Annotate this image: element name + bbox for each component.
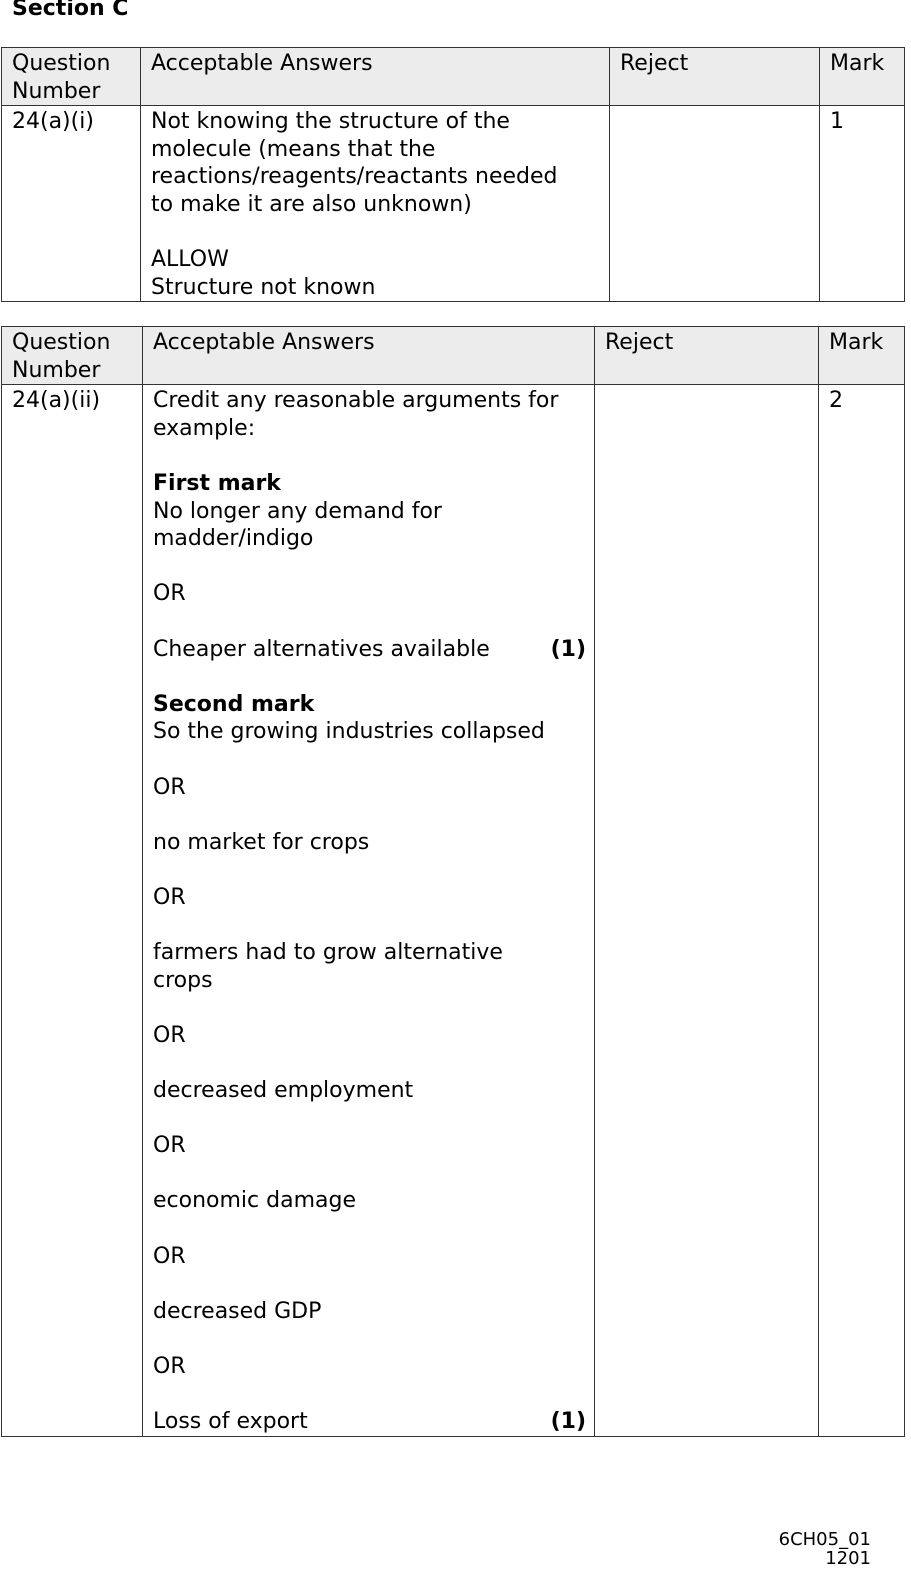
answer-text: economic damage [153,1188,356,1214]
acceptable-answers-cell [141,106,610,302]
or-separator: OR [153,1243,186,1269]
or-separator: OR [153,884,186,910]
or-separator: OR [153,1133,186,1159]
allow-label: ALLOW [151,247,229,273]
mark-value: 1 [820,106,905,302]
header-reject: Reject [610,48,820,106]
table-header-row [2,48,905,106]
answer-text: molecule (means that the [151,136,436,162]
reject-cell [595,385,819,1437]
answer-text: Not knowing the structure of the [151,109,510,135]
answer-text: crops [153,967,213,993]
or-separator: OR [153,774,186,800]
table-row [2,106,905,302]
answer-text: decreased employment [153,1078,414,1104]
header-question-number: Question Number [2,48,141,106]
second-mark-heading: Second mark [153,691,315,717]
section-title: Section C [12,0,129,21]
or-separator: OR [153,1022,186,1048]
answer-text: reactions/reagents/reactants needed [151,164,558,190]
mark-scheme-table-24aii [1,326,905,1437]
header-mark: Mark [820,48,905,106]
header-question-number: Question Number [2,327,143,385]
header-reject: Reject [595,327,819,385]
header-acceptable-answers: Acceptable Answers [141,48,610,106]
mark-allocation: (1) [550,1409,586,1435]
or-separator: OR [153,1353,186,1379]
header-acceptable-answers: Acceptable Answers [143,327,595,385]
answer-with-mark [153,1408,594,1436]
question-number: 24(a)(ii) [2,385,143,1437]
mark-value: 2 [819,385,905,1437]
answer-text: So the growing industries collapsed [153,719,545,745]
answer-text: Loss of export [153,1409,308,1435]
first-mark-heading: First mark [153,470,281,496]
answer-text: No longer any demand for [153,498,442,524]
answer-text: farmers had to grow alternative [153,940,503,966]
allow-text: Structure not known [151,274,376,300]
answer-text: decreased GDP [153,1298,322,1324]
answer-text: Cheaper alternatives available [153,636,490,662]
header-mark: Mark [819,327,905,385]
mark-scheme-table-24ai [1,47,905,302]
or-separator: OR [153,581,186,607]
paper-code: 6CH05_01 [778,1529,871,1550]
intro-text: Credit any reasonable arguments for [153,388,559,414]
intro-text: example: [153,415,256,441]
mark-allocation: (1) [550,636,586,662]
question-number: 24(a)(i) [2,106,141,302]
answer-text: madder/indigo [153,526,314,552]
acceptable-answers-cell [143,385,595,1437]
table-header-row [2,327,905,385]
answer-text: to make it are also unknown) [151,191,472,217]
page-footer [779,1530,871,1568]
table-row [2,385,905,1437]
reject-cell [610,106,820,302]
answer-text: no market for crops [153,829,370,855]
page-number: 1201 [825,1548,871,1569]
answer-with-mark [153,636,594,664]
